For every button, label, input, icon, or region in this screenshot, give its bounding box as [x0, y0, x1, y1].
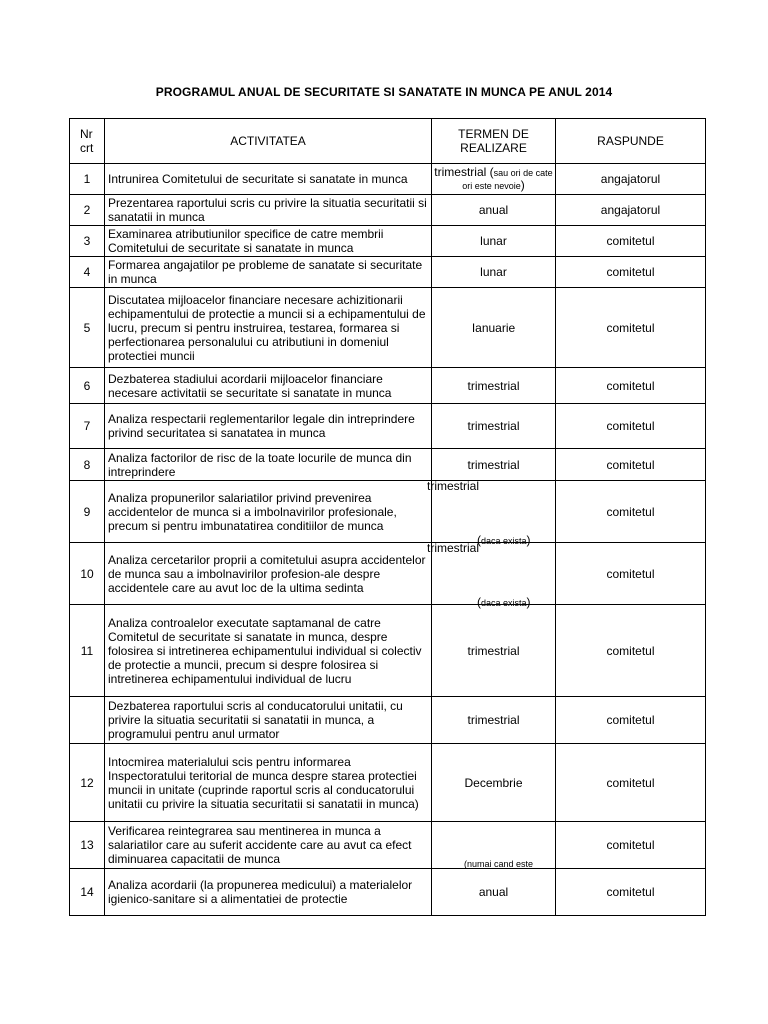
- row-activitate: Discutatea mijloacelor financiare necesare achizitionarii echipamentului de protectie a muncii si a echipamentului de lucru, precum si pentru instruirea, testarea, formarea si perfectionarea personalului cu atributiuni in domeniul protectiei muncii: [105, 288, 432, 368]
- table-row: [70, 697, 706, 744]
- document-title: PROGRAMUL ANUAL DE SECURITATE SI SANATATE IN MUNCA PE ANUL 2014: [155, 85, 613, 99]
- table-row: [70, 404, 706, 449]
- row-termen: trimestrial: [432, 697, 556, 744]
- row-termen-note: (daca exista): [477, 533, 531, 547]
- table-row: [70, 822, 706, 869]
- row-termen: trimestrial: [432, 605, 556, 697]
- row-activitate: Dezbaterea raportului scris al conducatorului unitatii, cu privire la situatia securitatii si sanatatii in munca, a programului pentru anul urmator: [105, 697, 432, 744]
- row-nr: 9: [70, 481, 105, 543]
- table-row: [70, 288, 706, 368]
- row-raspunde: comitetul: [556, 605, 706, 697]
- row-nr: 8: [70, 449, 105, 481]
- row-termen: lunar: [432, 257, 556, 288]
- row-termen: anual: [432, 869, 556, 916]
- row-nr: 2: [70, 195, 105, 226]
- row-activitate: Intrunirea Comitetului de securitate si sanatate in munca: [105, 164, 432, 195]
- header-activitatea: ACTIVITATEA: [105, 119, 432, 164]
- row-activitate: Examinarea atributiunilor specifice de catre membrii Comitetului de securitate si sanatate in munca: [105, 226, 432, 257]
- row-termen: trimestrial: [432, 368, 556, 404]
- row-raspunde: comitetul: [556, 226, 706, 257]
- row-activitate: Analiza controalelor executate saptamanal de catre Comitetul de securitate si sanatate in munca, despre folosirea si intretinerea echipamentului individual si colectiv de protectie a muncii, precum si despre folosirea si intretinerea echipamentului individual de lucru: [105, 605, 432, 697]
- row-raspunde: comitetul: [556, 481, 706, 543]
- row-termen: [432, 164, 556, 195]
- row-raspunde: comitetul: [556, 368, 706, 404]
- header-nr-crt: [70, 119, 105, 164]
- row-nr: 4: [70, 257, 105, 288]
- row-raspunde: comitetul: [556, 404, 706, 449]
- header-termen: [432, 119, 556, 164]
- table-row: [70, 195, 706, 226]
- row-raspunde: comitetul: [556, 257, 706, 288]
- row-activitate: Dezbaterea stadiului acordarii mijloacelor financiare necesare activitatii se securitate si sanatate in munca: [105, 368, 432, 404]
- table-row: [70, 449, 706, 481]
- header-nr-line1: Nr: [80, 127, 93, 141]
- header-raspunde: RASPUNDE: [556, 119, 706, 164]
- row-activitate: Analiza propunerilor salariatilor privind prevenirea accidentelor de munca si a imbolnavirilor profesionale, precum si pentru imbunatatirea conditiilor de munca: [105, 481, 432, 543]
- row-raspunde: comitetul: [556, 822, 706, 869]
- row-termen-top: trimestrial: [427, 541, 480, 555]
- row-termen-note: (numai cand este: [464, 859, 534, 869]
- row-activitate: Formarea angajatilor pe probleme de sanatate si securitate in munca: [105, 257, 432, 288]
- row-termen: [427, 479, 556, 547]
- row-raspunde: angajatorul: [556, 195, 706, 226]
- row-termen-top: trimestrial: [427, 479, 480, 493]
- row-raspunde: comitetul: [556, 288, 706, 368]
- header-termen-line2: REALIZARE: [460, 141, 527, 155]
- row-nr: 1: [70, 164, 105, 195]
- table-row: [70, 164, 706, 195]
- row-termen: Ianuarie: [432, 288, 556, 368]
- table-row: [70, 543, 706, 605]
- row-activitate: Verificarea reintegrarea sau mentinerea in munca a salariatilor care au suferit accidente care au avut ca efect diminuarea capacitatii de munca: [105, 822, 432, 869]
- table-row: [70, 226, 706, 257]
- row-activitate: Analiza cercetarilor proprii a comitetului asupra accidentelor de munca sau a imbolnavirilor profesion-ale despre accidentele care au avut loc de la ultima sedinta: [105, 543, 432, 605]
- row-termen-text: trimestrial (: [434, 165, 494, 179]
- row-termen-note: sau ori de cate ori este nevoie: [462, 168, 553, 191]
- row-raspunde: comitetul: [556, 869, 706, 916]
- table-row: [70, 744, 706, 822]
- header-nr-line2: crt: [80, 141, 94, 155]
- row-nr: 13: [70, 822, 105, 869]
- row-nr: 11: [70, 605, 105, 697]
- row-termen: [427, 541, 556, 609]
- row-activitate: Intocmirea materialului scis pentru informarea Inspectoratului teritorial de munca despre starea protectiei muncii in unitate (cuprinde raportul scris al conducatorului unitatii cu privire la situatia securitatii si sanatatii in munca): [105, 744, 432, 822]
- table-row: [70, 605, 706, 697]
- row-activitate: Prezentarea raportului scris cu privire la situatia securitatii si sanatatii in munca: [105, 195, 432, 226]
- row-activitate: Analiza acordarii (la propunerea medicului) a materialelor igienico-sanitare si a alimentatiei de protectie: [105, 869, 432, 916]
- row-termen: trimestrial: [432, 404, 556, 449]
- row-nr: 3: [70, 226, 105, 257]
- row-termen: Decembrie: [432, 744, 556, 822]
- table-row: [70, 368, 706, 404]
- row-termen: trimestrial: [432, 449, 556, 481]
- row-termen-note: (daca exista): [477, 595, 531, 609]
- table-row: [70, 257, 706, 288]
- row-nr: 14: [70, 869, 105, 916]
- row-nr: 12: [70, 744, 105, 822]
- row-activitate: Analiza respectarii reglementarilor legale din intreprindere privind securitatea si sanatatea in munca: [105, 404, 432, 449]
- row-raspunde: comitetul: [556, 744, 706, 822]
- row-termen-close: ): [520, 178, 525, 192]
- row-nr: 7: [70, 404, 105, 449]
- row-nr: 10: [70, 543, 105, 605]
- row-nr: 6: [70, 368, 105, 404]
- table-row: [70, 481, 706, 543]
- safety-program-table: [69, 118, 706, 916]
- row-termen: lunar: [432, 226, 556, 257]
- row-raspunde: angajatorul: [556, 164, 706, 195]
- row-raspunde: comitetul: [556, 697, 706, 744]
- row-activitate: Analiza factorilor de risc de la toate locurile de munca din intreprindere: [105, 449, 432, 481]
- table-header-row: [70, 119, 706, 164]
- row-termen: [432, 822, 556, 869]
- row-raspunde: comitetul: [556, 543, 706, 605]
- row-termen: anual: [432, 195, 556, 226]
- row-nr: [70, 697, 105, 744]
- row-raspunde: comitetul: [556, 449, 706, 481]
- header-termen-line1: TERMEN DE: [458, 127, 529, 141]
- table-row: [70, 869, 706, 916]
- row-nr: 5: [70, 288, 105, 368]
